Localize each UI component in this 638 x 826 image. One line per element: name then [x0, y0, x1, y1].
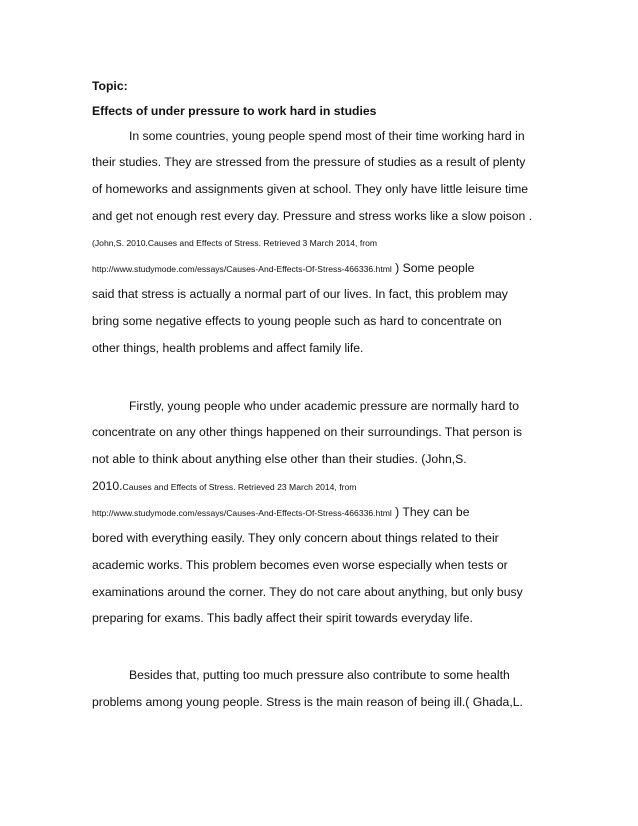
document-title: Effects of under pressure to work hard in studies [92, 104, 377, 118]
paragraph-line: problems among young people. Stress is the main reason of being ill.( Ghada,L. [92, 695, 523, 709]
citation-author: (John,S. 2010. [92, 238, 148, 248]
citation-url-line [92, 504, 469, 521]
paragraph-line: and get not enough rest every day. Pressure and stress works like a slow poison . [92, 209, 533, 223]
paragraph-line: bring some negative effects to young people such as hard to concentrate on [92, 314, 502, 328]
paragraph-line: examinations around the corner. They do not care about anything, but only busy [92, 585, 523, 599]
paragraph-line: said that stress is actually a normal part of our lives. In fact, this problem may [92, 287, 508, 301]
citation-line [92, 478, 356, 495]
paragraph-line: of homeworks and assignments given at school. They only have little leisure time [92, 182, 529, 196]
topic-heading: Topic: [92, 79, 128, 93]
paragraph-text: ) They can be [391, 505, 470, 519]
paragraph-line: academic works. This problem becomes even worse especially when tests or [92, 558, 508, 572]
paragraph-line: their studies. They are stressed from the pressure of studies as a result of plenty [92, 155, 526, 169]
citation-source: Causes and Effects of Stress. Retrieved 23 March 2014, from [122, 482, 357, 492]
paragraph-line: Firstly, young people who under academic pressure are normally hard to [129, 399, 519, 413]
paragraph-line: Besides that, putting too much pressure also contribute to some health [129, 668, 510, 682]
citation-year: 2010. [92, 479, 123, 493]
citation-url: http://www.studymode.com/essays/Causes-And-Effects-Of-Stress-466336.html [92, 264, 392, 274]
paragraph-line: concentrate on any other things happened on their surroundings. That person is [92, 425, 523, 439]
paragraph-line: In some countries, young people spend most of their time working hard in [129, 129, 525, 143]
citation-url: http://www.studymode.com/essays/Causes-And-Effects-Of-Stress-466336.html [92, 508, 392, 518]
citation-source: Causes and Effects of Stress. Retrieved 3 March 2014, from [147, 238, 378, 248]
citation-url-line [92, 260, 474, 277]
paragraph-line: bored with everything easily. They only concern about things related to their [92, 531, 499, 545]
citation-line [92, 234, 377, 251]
paragraph-line: preparing for exams. This badly affect their spirit towards everyday life. [92, 611, 473, 625]
paragraph-line: not able to think about anything else other than their studies. (John,S. [92, 452, 467, 466]
paragraph-line: other things, health problems and affect family life. [92, 341, 364, 355]
paragraph-text: ) Some people [391, 261, 475, 275]
